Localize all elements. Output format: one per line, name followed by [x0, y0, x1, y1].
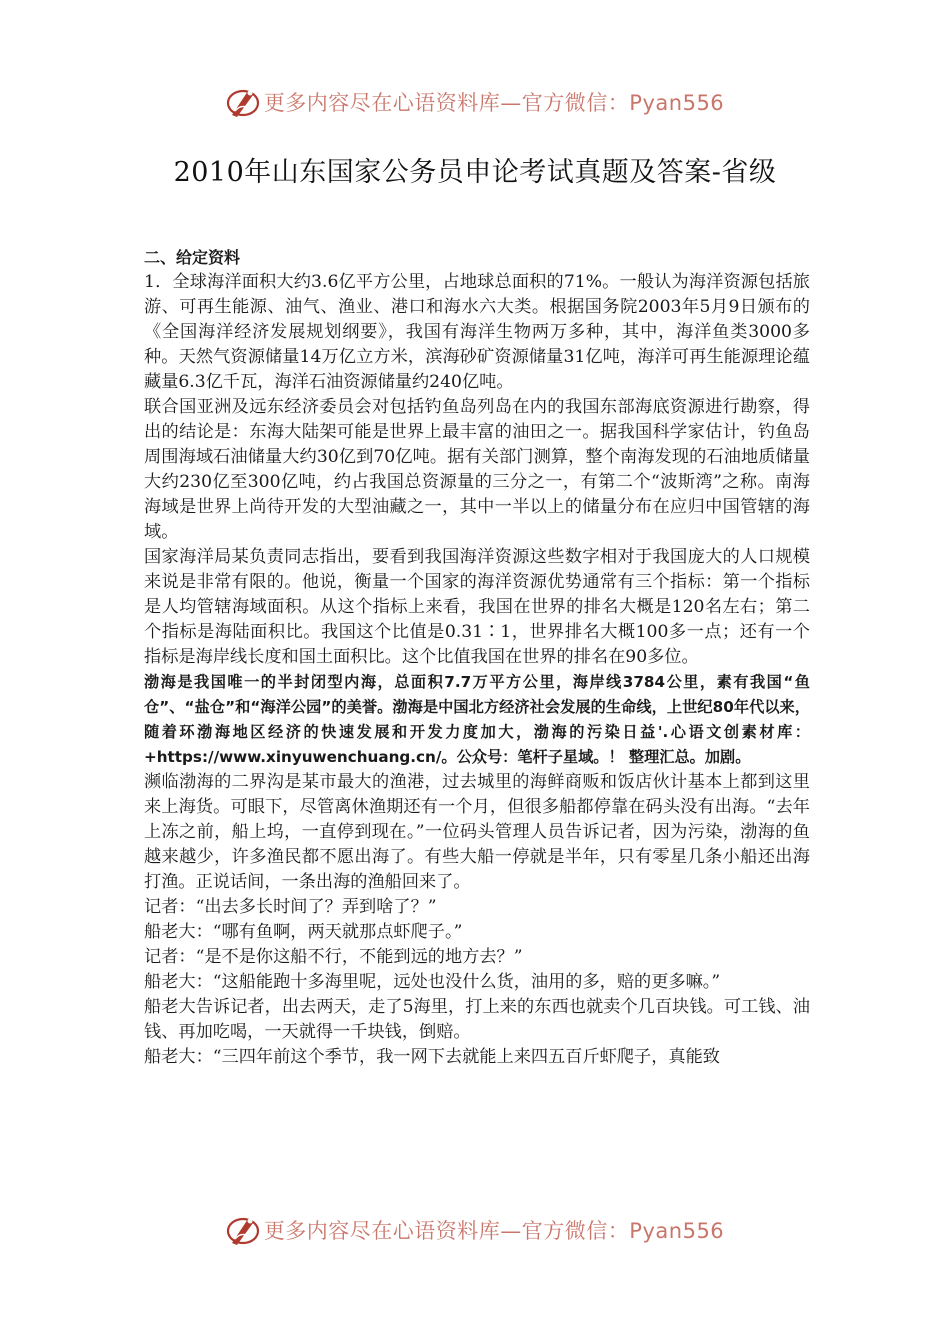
paragraph: 联合国亚洲及远东经济委员会对包括钓鱼岛列岛在内的我国东部海底资源进行勘察，得出的结论是：东海大陆架可能是世界上最丰富的油田之一。据我国科学家估计，钓鱼岛周围海域石油储量大约30亿到70亿吨。据有关部门测算，整个南海发现的石油地质储量大约230亿至300亿吨，约占我国总资源量的三分之一，有第二个“波斯湾”之称。南海海域是世界上尚待开发的大型油藏之一，其中一半以上的储量分布在应归中国管辖的海域。	[144, 397, 810, 542]
paragraph-bohai: 渤海是我国唯一的半封闭型内海，总面积7.7万平方公里，海岸线3784公里，素有我国“鱼仓”、“盐仓”和“海洋公园”的美誉。渤海是中国北方经济社会发展的生命线，上世纪80年代以来，随着环渤海地区经济的快速发展和开发力度加大，渤海的污染日益'.心语文创素材库：+https://www.xinyuwenchuang.cn/。公众号：笔杆子星域。！ 整理汇总。加剧。	[144, 673, 810, 766]
document-title: 2010年山东国家公务员申论考试真题及答案-省级	[173, 157, 777, 188]
section-heading: 二、给定资料	[144, 248, 241, 267]
paragraph: 1．全球海洋面积大约3.6亿平方公里，占地球总面积的71%。一般认为海洋资源包括旅游、可再生能源、油气、渔业、港口和海水六大类。根据国务院2003年5月9日颁布的《全国海洋经济发展规划纲要》，我国有海洋生物两万多种，其中，海洋鱼类3000多种。天然气资源储量14万亿立方米，滨海砂矿资源储量31亿吨，海洋可再生能源理论蕴藏量6.3亿千瓦，海洋石油资源储量约240亿吨。	[144, 272, 810, 392]
document-body	[144, 245, 810, 1070]
paragraph: 国家海洋局某负责同志指出，要看到我国海洋资源这些数字相对于我国庞大的人口规模来说是非常有限的。他说，衡量一个国家的海洋资源优势通常有三个指标：第一个指标是人均管辖海域面积。从这个指标上来看，我国在世界的排名大概是120名左右；第二个指标是海陆面积比。我国这个比值是0.31∶1，世界排名大概100多一点；还有一个指标是海岸线长度和国土面积比。这个比值我国在世界的排名在90多位。	[144, 547, 810, 667]
dialogue-line: 船老大：“哪有鱼啊，两天就那点虾爬子。”	[144, 922, 463, 942]
pen-nib-logo-icon	[226, 85, 260, 119]
paragraph: 濒临渤海的二界沟是某市最大的渔港，过去城里的海鲜商贩和饭店伙计基本上都到这里来上海货。可眼下，尽管离休渔期还有一个月，但很多船都停靠在码头没有出海。“去年上冻之前，船上坞，一直停到现在。”一位码头管理人员告诉记者，因为污染，渤海的鱼越来越少，许多渔民都不愿出海了。有些大船一停就是半年，只有零星几条小船还出海打渔。正说话间，一条出海的渔船回来了。	[144, 772, 810, 892]
dialogue-line: 记者：“是不是你这船不行，不能到远的地方去？”	[144, 947, 523, 967]
footer-banner-text: 更多内容尽在心语资料库—官方微信：Pyan556	[263, 1219, 725, 1243]
header-banner	[0, 80, 950, 124]
dialogue-line: 记者：“出去多长时间了？弄到啥了？”	[144, 897, 437, 917]
dialogue-line: 船老大：“三四年前这个季节，我一网下去就能上来四五百斤虾爬子，真能致	[144, 1047, 720, 1067]
footer-banner	[0, 1208, 950, 1252]
dialogue-line: 船老大：“这船能跑十多海里呢，远处也没什么货，油用的多，赔的更多嘛。”	[144, 972, 721, 992]
header-banner-text: 更多内容尽在心语资料库—官方微信：Pyan556	[263, 91, 725, 115]
paragraph: 船老大告诉记者，出去两天，走了5海里，打上来的东西也就卖个几百块钱。可工钱、油钱、再加吃喝，一天就得一千块钱，倒赔。	[144, 997, 810, 1042]
pen-nib-logo-icon	[226, 1213, 260, 1247]
